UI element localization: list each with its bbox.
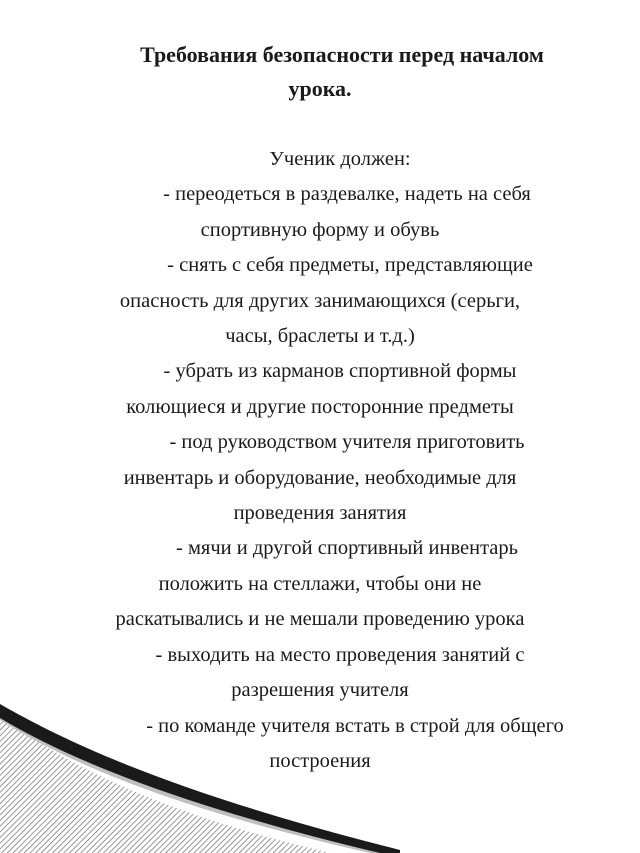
item-2-line-2: опасность для других занимающихся (серьги, [119, 289, 521, 312]
slide-title-line-1: Требования безопасности перед началом [140, 42, 544, 67]
item-5-line-2: положить на стеллажи, чтобы они не [158, 572, 482, 595]
item-5-line-3: раскатывались и не мешали проведению урока [115, 608, 525, 631]
item-2-line-1: - снять с себя предметы, представляющие [167, 254, 533, 277]
slide-title [0, 38, 640, 106]
item-1-line-2: спортивную форму и обувь [200, 218, 440, 241]
item-4-line-2: инвентарь и оборудование, необходимые для [123, 466, 517, 489]
item-5-line-1: - мячи и другой спортивный инвентарь [176, 537, 518, 560]
item-6-line-2: разрешения учителя [231, 679, 409, 702]
intro-line: Ученик должен: [269, 148, 411, 170]
requirements-text [0, 142, 640, 779]
item-2-line-3: часы, браслеты и т.д.) [225, 325, 415, 348]
item-4-line-3: проведения занятия [233, 502, 407, 525]
item-4-line-1: - под руководством учителя приготовить [169, 431, 525, 454]
item-1-line-1: - переодеться в раздевалке, надеть на себя [163, 183, 531, 206]
item-7-line-2: построения [269, 749, 371, 772]
slide-title-line-2: урока. [288, 76, 352, 101]
item-3-line-2: колющиеся и другие посторонние предметы [126, 395, 514, 418]
item-7-line-1: - по команде учителя встать в строй для общего [146, 714, 564, 737]
item-3-line-1: - убрать из карманов спортивной формы [163, 360, 517, 383]
decorative-corner-swoosh [0, 690, 400, 853]
item-6-line-1: - выходить на место проведения занятий с [155, 643, 525, 666]
